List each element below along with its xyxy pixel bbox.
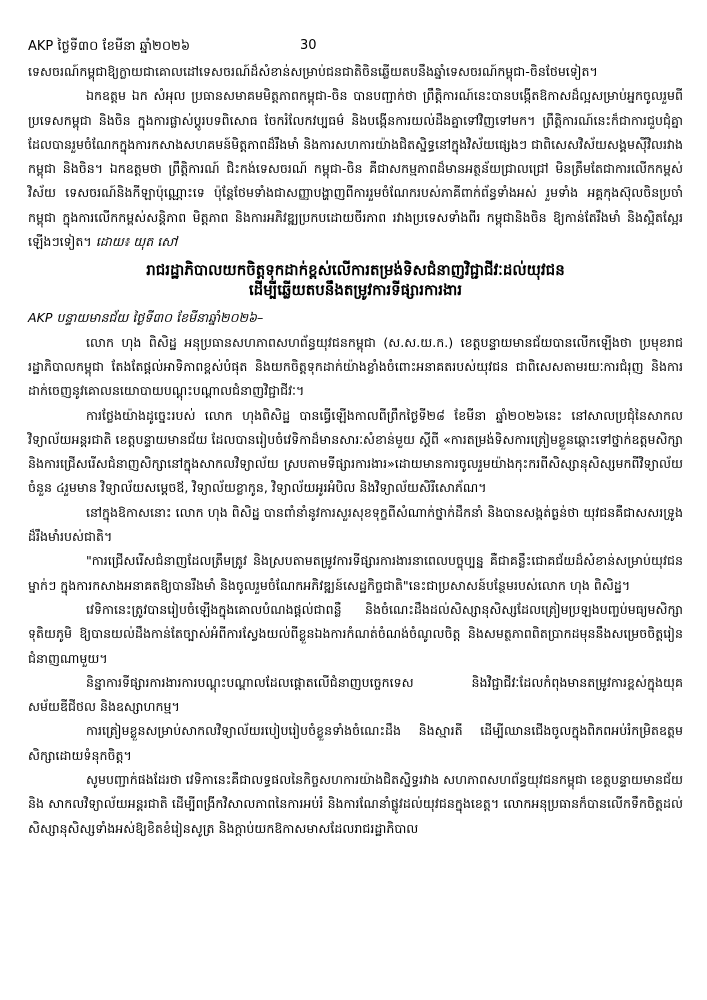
headline-line-1: រាជរដ្ឋាភិបាលយកចិត្តទុកដាក់ខ្ពស់លើការតម្រង់ទិសជំនាញវិជ្ជាជីវៈដល់យុវជន: [146, 261, 565, 280]
body-paragraph: "ការជ្រើសរើសជំនាញដែលត្រឹមត្រូវ និងស្របតាមតម្រូវការទីផ្សារការងារនាពេលបច្ចុប្បន្ន គឺជាគន្លឹះជោគជ័យដ៏សំខាន់សម្រាប់យុវជនម្នាក់ៗ ក្នុងការកសាងអនាគតឱ្យបានរឹងមាំ និងចូលរួមចំណែកអភិវឌ្ឍន៍សេដ្ឋកិច្ចជាតិ"នេះជាប្រសាសន៍បន្ថែមរបស់លោក ហុង ពិសិដ្ឋ។: [28, 553, 683, 593]
continuation-line: ទេសចរណ៍កម្ពុជាឱ្យក្លាយជាគោលដៅទេសចរណ៍ដ៏សំខាន់សម្រាប់ជនជាតិចិនឆ្លើយតបនឹងឆ្នាំទេសចរណ៍កម្ពុជា-ចិនថែមទៀត។: [28, 64, 598, 79]
body-paragraph: សូមបញ្ជាក់ផងដែរថា វេទិកានេះគឺជាលទ្ធផលនៃកិច្ចសហការយ៉ាងជិតស្និទ្ធរវាង សហភាពសហព័ន្ធយុវជនកម្ពុជា ខេត្តបន្ទាយមានជ័យនិង សាកលវិទ្យាល័យអន្តរជាតិ ដើម្បីពង្រីកវិសាលភាពនៃការអប់រំ និងការណែនាំផ្លូវដល់យុវជនក្នុងខេត្ត។ លោកអនុប្រធានក៏បានលើកទឹកចិត្តដល់សិស្សានុសិស្សទាំងអស់ឱ្យខិតខំរៀនសូត្រ និងក្តាប់យកឱកាសមាសដែលរាជរដ្ឋាភិបាល: [28, 772, 683, 836]
article-continuation: [28, 60, 683, 254]
body-paragraph: វេទិកានេះត្រូវបានរៀបចំឡើងក្នុងគោលបំណងផ្តល់ជាពន្លឺ និងចំណេះដឹងដល់សិស្សានុសិស្សដែលត្រៀមប្រឡងបញ្ចប់មធ្យមសិក្សាទុតិយភូមិ ឱ្យបានយល់ដឹងកាន់តែច្បាស់អំពីការស្វែងយល់ពីខ្លួនឯងការកំណត់ចំណង់ចំណូលចិត្ត និងសមត្ថភាពពិតប្រាកដមុននឹងសម្រេចចិត្តរៀនជំនាញណាមួយ។: [28, 601, 683, 666]
body-paragraph: ការត្រៀមខ្លួនសម្រាប់សាកលវិទ្យាល័យរបៀបរៀបចំខ្លួនទាំងចំណេះដឹង និងស្មារតី ដើម្បីឈានជើងចូលក្នុងពិភពអប់រំកម្រិតឧត្តមសិក្សាដោយទំនុកចិត្ត។: [28, 723, 683, 763]
body-paragraph: ការថ្លែងយ៉ាងដូច្នេះរបស់ លោក ហុងពិសិដ្ឋ បានធ្វើឡើងកាលពីព្រឹកថ្ងៃទី២៨ ខែមីនា ឆ្នាំ២០២៦នេះ នៅសាលប្រជុំនៃសាកលវិទ្យាល័យអន្តរជាតិ ខេត្តបន្ទាយមានជ័យ ដែលបានរៀបចំវេទិកាដ៏មានសារៈសំខាន់មួយ ស្តីពី «ការតម្រង់ទិសការត្រៀមខ្លួនឆ្ពោះទៅថ្នាក់ឧត្តមសិក្សា និងការជ្រើសរើសជំនាញសិក្សានៅក្នុងសាកលវិទ្យាល័យ ស្របតាមទីផ្សារការងារ»ដោយមានការចូលរួមយ៉ាងកុះករពីសិស្សានុសិស្សមកពីវិទ្យាល័យចំនួន ៤រួមមាន វិទ្យាល័យសម្តេចឪ, វិទ្យាល័យខ្លាកូន, វិទ្យាល័យអូរអំបិល និងវិទ្យាល័យសិរីសោភ័ណ។: [28, 407, 683, 496]
page-number: 30: [300, 38, 317, 53]
article-headline: [28, 260, 683, 300]
page-header: [28, 38, 683, 60]
article-body: [28, 306, 683, 841]
dateline: AKP បន្ទាយមានជ័យ ថ្ងៃទី៣០ ខែមីនាឆ្នាំ២០២៦–: [28, 310, 264, 326]
body-paragraph: នៅក្នុងឱកាសនោះ លោក ហុង ពិសិដ្ឋ បានពាំនាំនូវការសួរសុខទុក្ខពីសំណាក់ថ្នាក់ដឹកនាំ និងបានសង្កត់ធ្ងន់ថា យុវជនគឺជាសសរទ្រូងដ៏រឹងមាំរបស់ជាតិ។: [28, 504, 683, 545]
article1-paragraph: ឯកឧត្តម ឯក សំអុល ប្រធានសមាគមមិត្តភាពកម្ពុជា-ចិន បានបញ្ជាក់ថា ព្រឹត្តិការណ៍នេះបានបង្កើតឱកាសដ៏ល្អសម្រាប់អ្នកចូលរួមពីប្រទេសកម្ពុជា និងចិន ក្នុងការផ្លាស់ប្តូរបទពិសោធ ចែករំលែកវប្បធម៌ និងបង្កើនការយល់ដឹងគ្នាទៅវិញទៅមក។ ព្រឹត្តិការណ៍នេះក៏ជាការជួបជុំគ្នាដែលបានរួមចំណែកក្នុងការកសាងសហគមន៍មិត្តភាពដ៏រឹងមាំ និងការសហការយ៉ាងជិតស្និទ្ធនៅក្នុងវិស័យផ្សេងៗ ជាពិសេសវិស័យសង្គមស៊ីវិលរវាងកម្ពុជា និងចិន។ ឯកឧត្តមថា ព្រឹត្តិការណ៍ ជិះកង់ទេសចរណ៍ កម្ពុជា-ចិន គឺជាសកម្មភាពដ៏មានអត្ថន័យជ្រាលជ្រៅ មិនត្រឹមតែជាការលើកកម្ពស់វិស័យ ទេសចរណ៍និងកីឡាប៉ុណ្ណោះទេ ប៉ុន្តែថែមទាំងជាសញ្ញាបង្ហាញពីការរួមចំណែករបស់ភាគីពាក់ព័ន្ធទាំងអស់ រួមទាំង អគ្គកុងស៊ុលចិនប្រចាំកម្ពុជា ក្នុងការលើកកម្ពស់សន្តិភាព មិត្តភាព និងការអភិវឌ្ឍប្រកបដោយចីរភាព រវាងប្រទេសទាំងពីរ កម្ពុជានិងចិន ឱ្យកាន់តែរឹងមាំ និងស្អិតស្អែរឡើងៗទៀត។: [28, 88, 683, 250]
body-paragraph: លោក ហុង ពិសិដ្ឋ អនុប្រធានសហភាពសហព័ន្ធយុវជនកម្ពុជា (ស.ស.យ.ក.) ខេត្តបន្ទាយមានជ័យបានលើកឡើងថា ប្រមុខរាជរដ្ឋាភិបាលកម្ពុជា តែងតែផ្តល់អាទិភាពខ្ពស់បំផុត និងយកចិត្តទុកដាក់យ៉ាងខ្លាំងចំពោះអនាគតរបស់យុវជន ជាពិសេសតាមរយៈការជំរុញ និងការដាក់ចេញនូវគោលនយោបាយបណ្តុះបណ្តាលជំនាញវិជ្ជាជីវៈ។: [28, 334, 683, 399]
header-source-date: AKP ថ្ងៃទី៣០ ខែមីនា ឆ្នាំ២០២៦: [28, 39, 191, 54]
body-paragraph: និន្នាការទីផ្សារការងារការបណ្តុះបណ្តាលដែលផ្តោតលើជំនាញបច្ចេកទេស និងវិជ្ជាជីវៈដែលកំពុងមានតម្រូវការខ្ពស់ក្នុងយុគសម័យឌីជីថល និងឧស្សាហកម្ម។: [28, 674, 683, 715]
byline: ដោយ៖ យុត សៅ: [95, 234, 178, 250]
headline-line-2: ដើម្បីឆ្លើយតបនឹងតម្រូវការទីផ្សារការងារ: [248, 281, 463, 300]
